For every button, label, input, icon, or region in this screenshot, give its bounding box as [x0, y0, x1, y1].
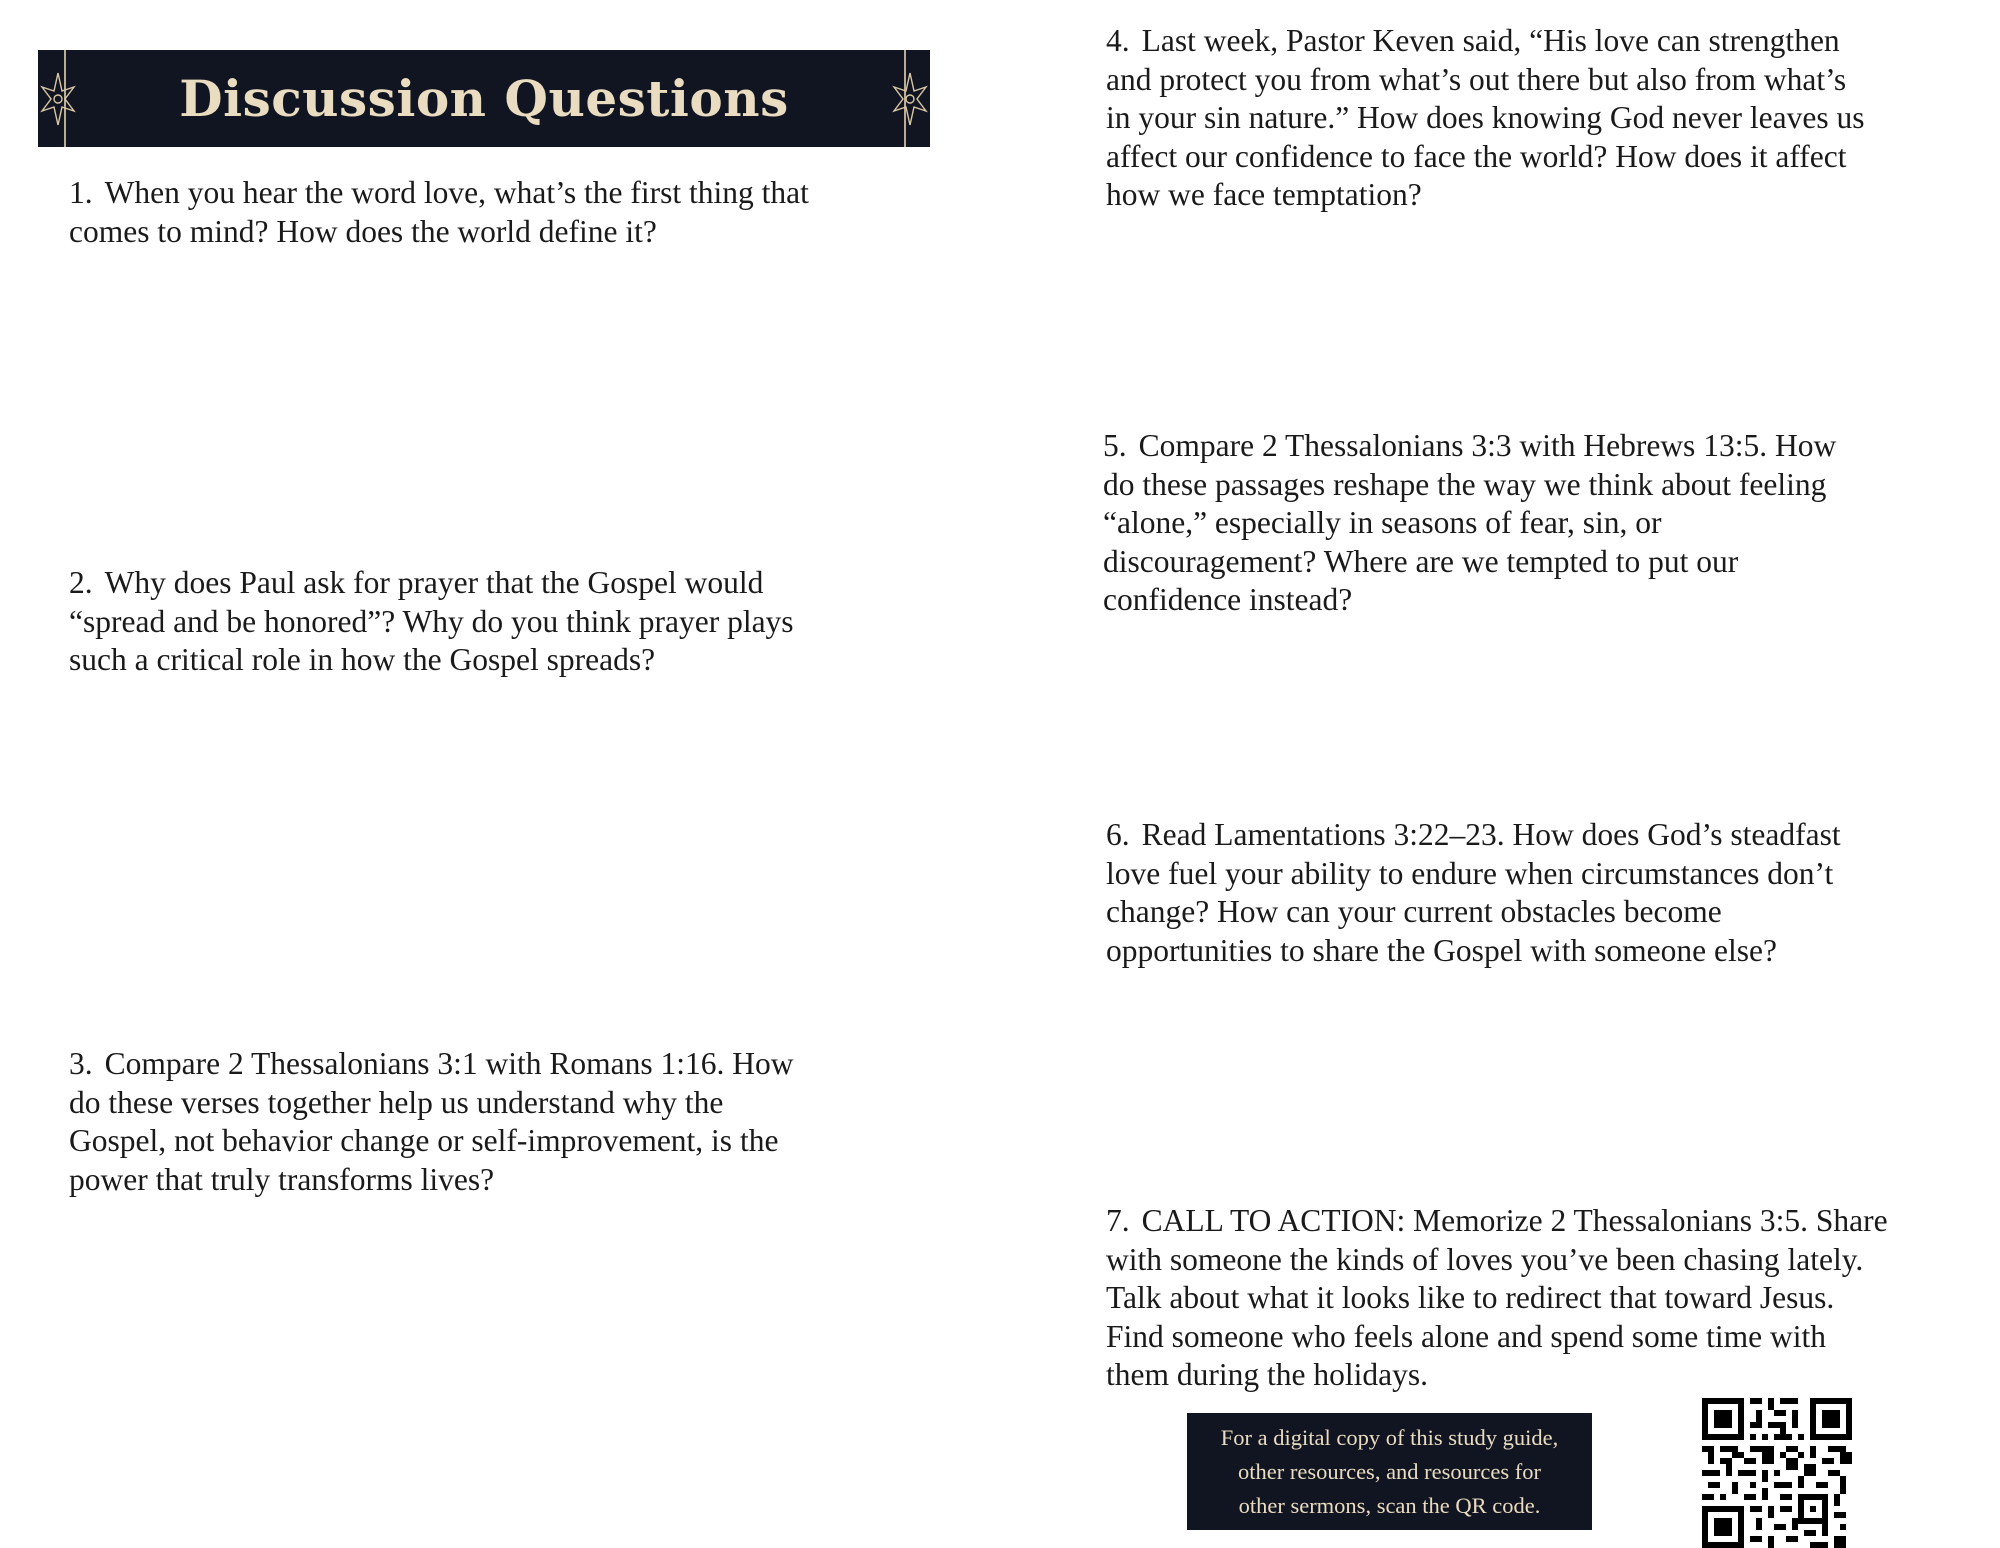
question-text: Read Lamentations 3:22–23. How does God’s steadfast love fuel your ability to endure when circumstances don’t change? How can your current obstacles become opportunities to share the Gospel with someone else?: [1106, 817, 1841, 968]
question-6: [1106, 816, 1841, 970]
question-number: 5.: [1103, 428, 1127, 463]
question-number: 1.: [69, 175, 93, 210]
question-3: [69, 1045, 794, 1199]
question-text: Why does Paul ask for prayer that the Gospel would “spread and be honored”? Why do you think prayer plays such a critical role in how the Gospel spreads?: [69, 565, 794, 677]
question-text: Last week, Pastor Keven said, “His love can strengthen and protect you from what’s out there but also from what’s in your sin nature.” How does knowing God never leaves us affect our confidence to face the world? How does it affect how we face temptation?: [1106, 23, 1865, 212]
question-text: CALL TO ACTION: Memorize 2 Thessalonians 3:5. Share with someone the kinds of loves you’ve been chasing lately. Talk about what it looks like to redirect that toward Jesus. Find someone who feels alone and spend some time with them during the holidays.: [1106, 1203, 1888, 1392]
question-2: [69, 564, 794, 680]
question-number: 2.: [69, 565, 93, 600]
question-7: [1106, 1202, 1888, 1395]
question-number: 4.: [1106, 23, 1130, 58]
question-number: 6.: [1106, 817, 1130, 852]
page-title: Discussion Questions: [179, 69, 789, 128]
question-5: [1103, 427, 1836, 620]
question-1: [69, 174, 809, 251]
question-text: Compare 2 Thessalonians 3:3 with Hebrews 13:5. How do these passages reshape the way we think about feeling “alone,” especially in seasons of fear, sin, or discouragement? Where are we tempted to put our confidence instead?: [1103, 428, 1837, 617]
question-text: When you hear the word love, what’s the first thing that comes to mind? How does the world define it?: [69, 175, 809, 249]
resources-note-text: For a digital copy of this study guide, other resources, and resources for other sermons, scan the QR code.: [1220, 1424, 1559, 1518]
qr-code-icon[interactable]: [1702, 1398, 1852, 1548]
title-banner: [38, 50, 930, 147]
question-4: [1106, 22, 1864, 215]
question-number: 3.: [69, 1046, 93, 1081]
resources-note: [1187, 1413, 1592, 1530]
question-text: Compare 2 Thessalonians 3:1 with Romans 1:16. How do these verses together help us understand why the Gospel, not behavior change or self-improvement, is the power that truly transforms lives?: [69, 1046, 794, 1197]
question-number: 7.: [1106, 1203, 1130, 1238]
